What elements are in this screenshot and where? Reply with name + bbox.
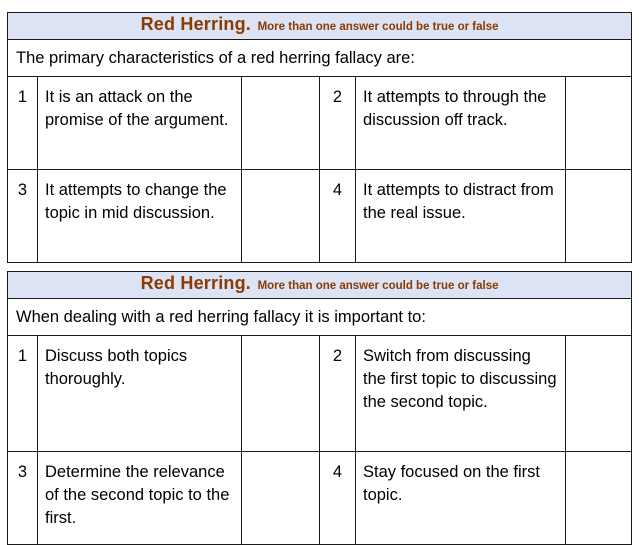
option-text: It attempts to distract from the real issue. (356, 170, 566, 263)
option-text: Switch from discussing the first topic to discussing the second topic. (356, 336, 566, 452)
option-number: 1 (8, 77, 38, 170)
answer-cell-1[interactable] (242, 77, 320, 170)
quiz-question: When dealing with a red herring fallacy it is important to: (8, 299, 632, 336)
option-text: Stay focused on the first topic. (356, 452, 566, 545)
option-text: It is an attack on the promise of the argument. (38, 77, 242, 170)
answer-cell-4[interactable] (566, 452, 632, 545)
option-number: 3 (8, 170, 38, 263)
quiz-title-bar (8, 272, 632, 299)
quiz-table-dealing (7, 271, 632, 545)
quiz-note: More than one answer could be true or false (257, 21, 499, 33)
answer-cell-3[interactable] (242, 452, 320, 545)
option-number: 3 (8, 452, 38, 545)
quiz-table-characteristics (7, 12, 632, 263)
quiz-question: The primary characteristics of a red herring fallacy are: (8, 40, 632, 77)
option-number: 4 (320, 452, 356, 545)
quiz-title: Red Herring. (140, 273, 251, 293)
option-text: Discuss both topics thoroughly. (38, 336, 242, 452)
quiz-title-bar (8, 13, 632, 40)
answer-cell-3[interactable] (242, 170, 320, 263)
option-number: 2 (320, 77, 356, 170)
quiz-note: More than one answer could be true or false (257, 280, 499, 292)
option-number: 1 (8, 336, 38, 452)
answer-cell-1[interactable] (242, 336, 320, 452)
answer-cell-2[interactable] (566, 336, 632, 452)
answer-cell-2[interactable] (566, 77, 632, 170)
quiz-title: Red Herring. (140, 14, 251, 34)
option-text: Determine the relevance of the second topic to the first. (38, 452, 242, 545)
answer-cell-4[interactable] (566, 170, 632, 263)
option-number: 4 (320, 170, 356, 263)
option-text: It attempts to through the discussion off track. (356, 77, 566, 170)
option-number: 2 (320, 336, 356, 452)
option-text: It attempts to change the topic in mid discussion. (38, 170, 242, 263)
